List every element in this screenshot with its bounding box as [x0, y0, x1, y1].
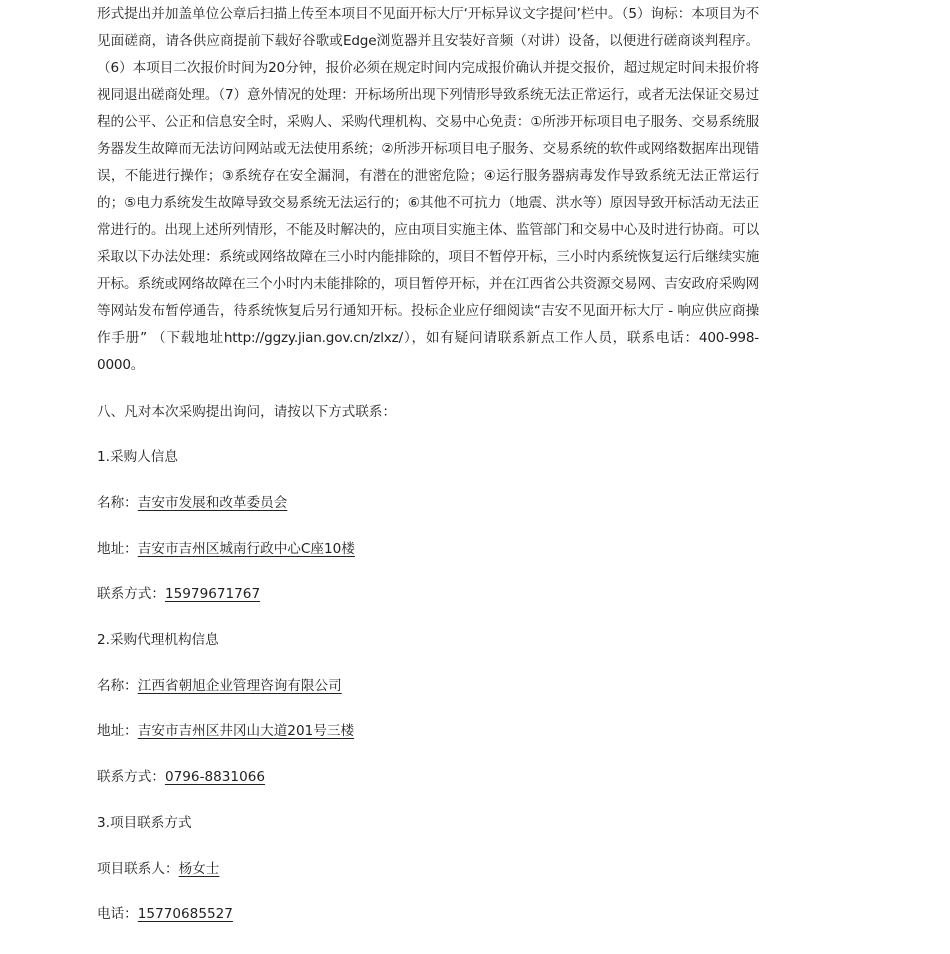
purchaser-contact-value: 15979671767 — [164, 586, 261, 602]
purchaser-name-row — [97, 493, 287, 513]
section8-heading: 八、凡对本次采购提出询问，请按以下方式联系： — [97, 404, 397, 420]
project-person-row — [97, 859, 219, 879]
purchaser-address-label: 地址： — [97, 541, 138, 557]
agency-name-value: 江西省朝旭企业管理咨询有限公司 — [137, 678, 342, 694]
project-person-label: 项目联系人： — [97, 861, 179, 877]
project-person-value: 杨女士 — [178, 861, 220, 877]
agency-name-row — [97, 676, 342, 696]
purchaser-address-row — [97, 539, 355, 559]
agency-address-value: 吉安市吉州区井冈山大道201号三楼 — [137, 723, 355, 739]
agency-contact-label: 联系方式： — [97, 769, 165, 785]
purchaser-contact-label: 联系方式： — [97, 586, 165, 602]
agency-address-row — [97, 721, 354, 741]
purchaser-contact-row — [97, 584, 260, 604]
project-contact-heading: 3.项目联系方式 — [97, 815, 192, 831]
purchaser-name-label: 名称： — [97, 495, 138, 511]
project-phone-value: 15770685527 — [137, 906, 233, 922]
agency-contact-row — [97, 767, 265, 787]
purchaser-heading: 1.采购人信息 — [97, 449, 178, 465]
project-phone-label: 电话： — [97, 906, 138, 922]
agency-heading: 2.采购代理机构信息 — [97, 632, 219, 648]
project-phone-row — [97, 904, 233, 924]
agency-contact-value: 0796-8831066 — [164, 769, 266, 785]
purchaser-name-value: 吉安市发展和改革委员会 — [137, 495, 288, 511]
agency-name-label: 名称： — [97, 678, 138, 694]
purchaser-address-value: 吉安市吉州区城南行政中心C座10楼 — [137, 541, 355, 557]
notice-paragraph: 形式提出并加盖单位公章后扫描上传至本项目不见面开标大厅‘开标异议文字提问’栏中。（5）询标：本项目为不见面磋商，请各供应商提前下载好谷歌或Edge浏览器并且安装好音频（对讲）设备，以便进行磋商谈判程序。（6）本项目二次报价时间为20分钟，报价必须在规定时间内完成报价确认并提交报价，超过规定时间未报价将视同退出磋商处理。（7）意外情况的处理：开标场所出现下列情形导致系统无法正常运行，或者无法保证交易过程的公平、公正和信息安全时，采购人、采购代理机构、交易中心免责：①所涉开标项目电子服务、交易系统服务器发生故障而无法访问网站或无法使用系统；②所涉开标项目电子服务、交易系统的软件或网络数据库出现错误，不能进行操作；③系统存在安全漏洞，有潜在的泄密危险；④运行服务器病毒发作导致系统无法正常运行的；⑤电力系统发生故障导致交易系统无法运行的；⑥其他不可抗力（地震、洪水等）原因导致开标活动无法正常进行的。出现上述所列情形，不能及时解决的，应由项目实施主体、监管部门和交易中心及时进行协商。可以采取以下办法处理：系统或网络故障在三小时内能排除的，项目不暂停开标，三小时内系统恢复运行后继续实施开标。系统或网络故障在三个小时内未能排除的，项目暂停开标，并在江西省公共资源交易网、吉安政府采购网等网站发布暂停通告，待系统恢复后另行通知开标。投标企业应仔细阅读“吉安不见面开标大厅 - 响应供应商操作手册” （下载地址http://ggzy.jian.gov.cn/zlxz/），如有疑问请联系新点工作人员，联系电话：400-998-0000。 — [97, 6, 759, 373]
agency-address-label: 地址： — [97, 723, 138, 739]
